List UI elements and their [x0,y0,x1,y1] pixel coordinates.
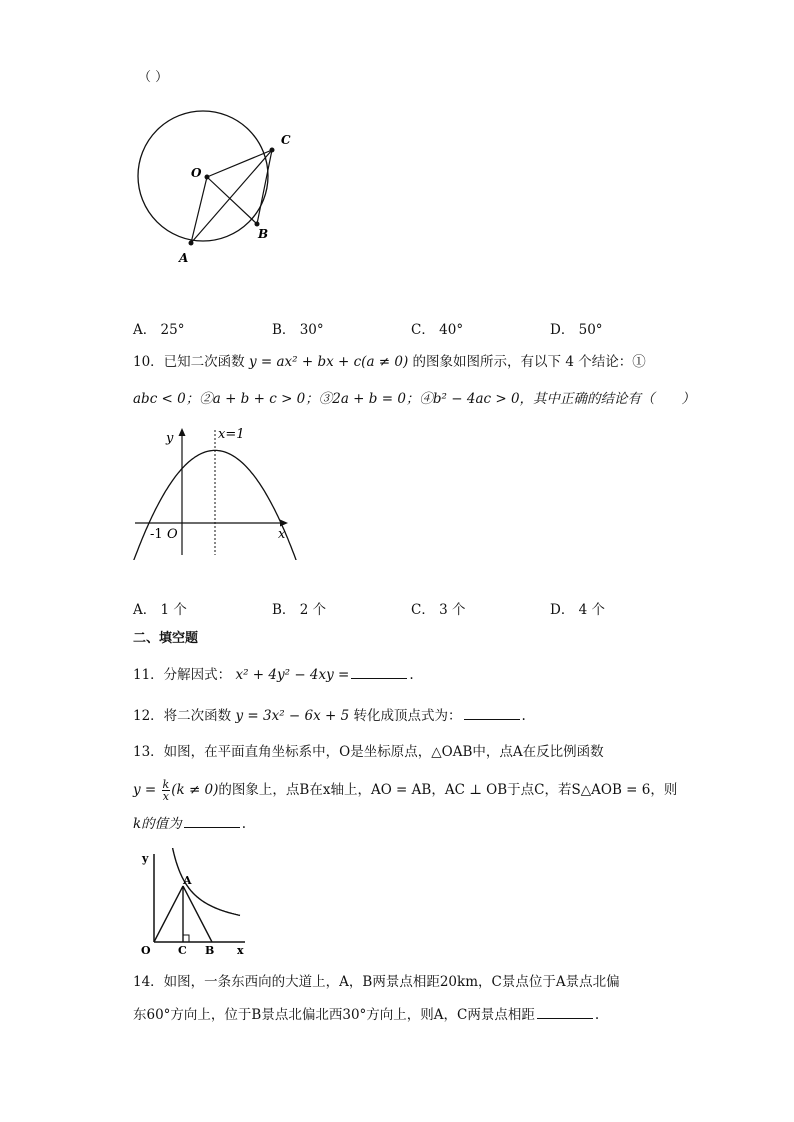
q14-line1: 14．如图，一条东西向的大道上，A，B两景点相距20km，C景点位于A景点北偏 [133,974,620,990]
label-c: C [178,944,187,956]
label-a: A [183,874,192,887]
right-angle-mark [183,935,189,942]
point-c [270,148,275,153]
label-o: O [191,166,202,180]
q13-figure [135,848,255,956]
q13-line3: k的值为 . [133,816,246,832]
q13-line2: y = $\frac{k}{x}$ (k ≠ 0)的图象上，点B在x轴上，AO = AB，AC ⊥ OB于点C，若S△AOB = 6，则 [133,778,678,803]
q9-answer-paren: （ ） [138,70,169,85]
y-axis-arrow [179,428,186,436]
label-a: A [179,251,189,265]
q9-option-d: D． 50° [550,322,603,338]
fraction-k-over-x: $\frac{k}{x}$ [162,778,170,803]
label-y: y [142,852,149,865]
label-o: O [141,944,151,956]
point-a [189,241,194,246]
segment-bc [257,150,272,224]
label-b: B [205,944,215,956]
q12-line: 12．将二次函数 y = 3x² − 6x + 5 转化成顶点式为： . [133,708,526,724]
q9-option-a: A． 25° [133,322,185,338]
circle-outline [138,111,268,241]
q12-answer-blank[interactable] [464,707,520,720]
q10-option-a: A． 1 个 [133,602,187,618]
segment-ab [183,886,212,942]
q11-answer-blank[interactable] [351,666,407,679]
q10-line2: abc < 0；②a + b + c > 0；③2a + b = 0；④b² − 4ac > 0，其中正确的结论有（ ） [133,391,696,407]
segment-ob [207,177,257,224]
q10-option-d: D． 4 个 [550,602,606,618]
q14-answer-blank[interactable] [537,1006,593,1019]
label-y: y [166,431,174,446]
hyperbola-curve [167,848,240,915]
q11-line: 11．分解因式： x² + 4y² − 4xy = . [133,667,414,683]
label-c: C [281,133,291,147]
segment-oa [154,886,183,942]
label-x: x [278,527,286,542]
q13-line1: 13．如图，在平面直角坐标系中，O是坐标原点，△OAB中，点A在反比例函数 [133,744,604,760]
label-neg1: -1 [150,527,163,542]
point-b [255,222,260,227]
label-b: B [258,227,269,241]
q10-line1: 10．已知二次函数 y = ax² + bx + c(a ≠ 0) 的图象如图所示，有以下 4 个结论：① [133,354,646,370]
segment-oc [207,150,272,177]
label-origin: O [167,527,178,542]
label-x: x [237,944,244,956]
q13-answer-blank[interactable] [184,815,240,828]
q10-parabola-figure [130,420,300,560]
q9-circle-figure [130,100,310,270]
q9-option-b: B． 30° [272,322,324,338]
q14-line2: 东60°方向上，位于B景点北偏北西30°方向上，则A，C两景点相距 . [133,1007,600,1023]
q9-option-c: C． 40° [411,322,464,338]
section-title: 二、填空题 [133,631,199,646]
point-o [205,175,210,180]
label-axis: x=1 [218,427,245,442]
q10-option-c: C． 3 个 [411,602,466,618]
q10-option-b: B． 2 个 [272,602,327,618]
